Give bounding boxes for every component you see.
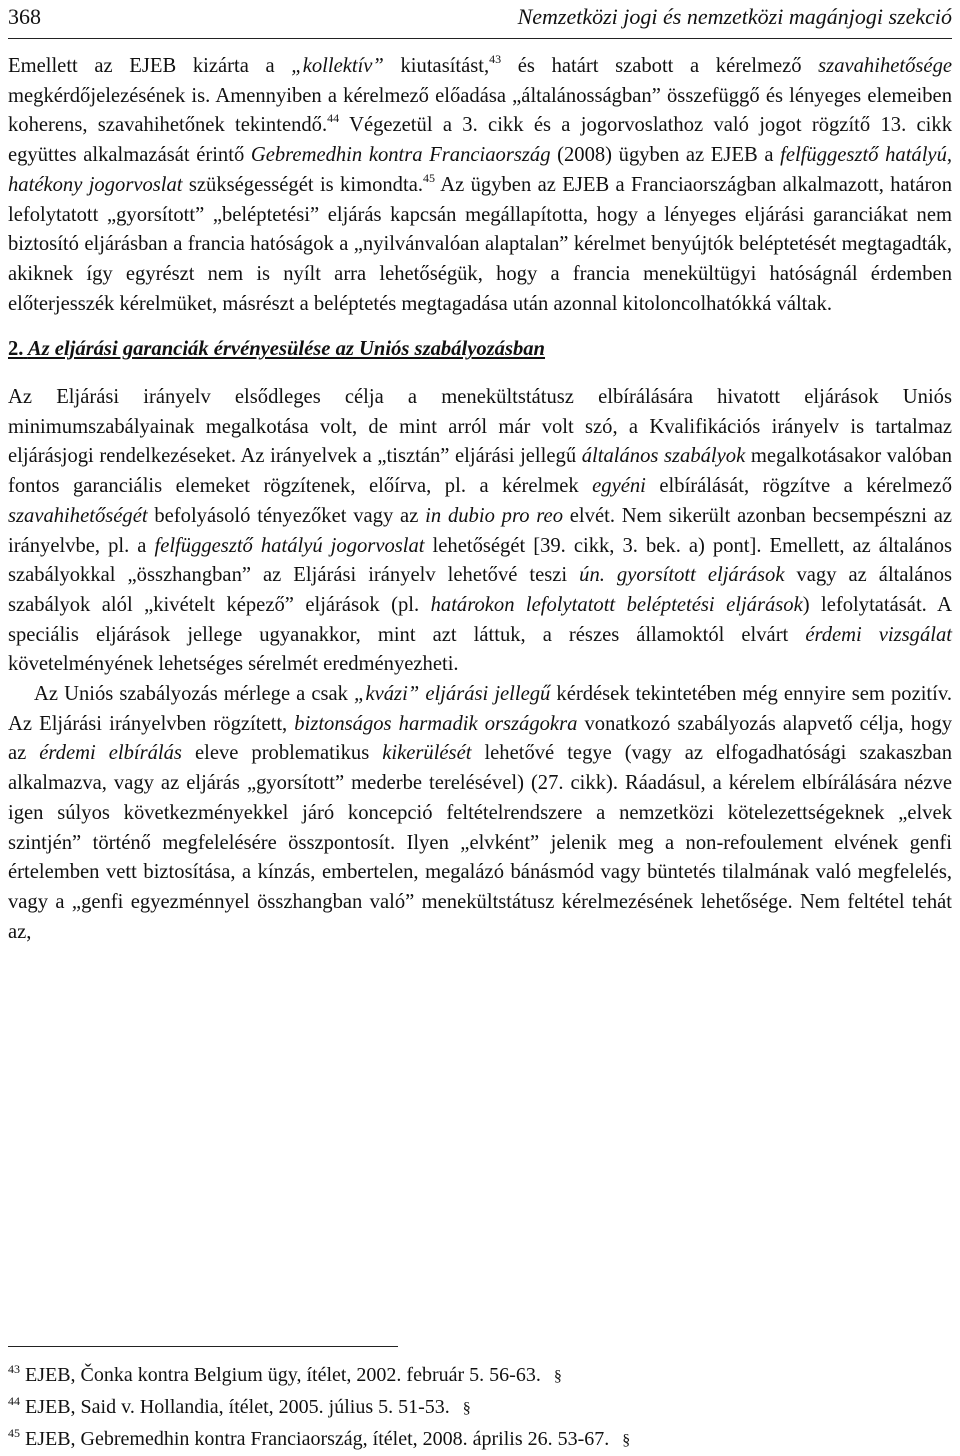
emphasis: felfüggesztő hatályú, hatékony jogorvoslat xyxy=(8,144,953,196)
text-run: eleve problematikus xyxy=(181,742,383,765)
footnote-text: EJEB, Čonka kontra Belgium ügy, ítélet, 2002. február 5. 56-63. xyxy=(20,1364,546,1386)
text-run: (2008) ügyben az EJEB a xyxy=(550,144,781,167)
emphasis: „kvázi” eljárási jellegű xyxy=(354,683,551,706)
emphasis: ún. gyorsított eljárások xyxy=(579,564,785,587)
running-header xyxy=(8,0,952,39)
text-run: követelményének lehetséges sérelmét eredményezheti. xyxy=(8,653,459,676)
footnote-ref-43[interactable]: 43 xyxy=(489,52,502,66)
text-run: befolyásoló tényezőket vagy az xyxy=(147,504,426,527)
running-title: Nemzetközi jogi és nemzetközi magánjogi szekció xyxy=(517,4,952,29)
text-run: lehetőségét [39. cikk, 3. bek. a) pont]. Emellett, az általános szabályokkal „összhangban” az Eljárási irányelv lehetővé teszi xyxy=(8,534,953,587)
footnotes xyxy=(8,1360,952,1456)
emphasis: általános szabályok xyxy=(581,445,746,468)
emphasis: szavahihetőségét xyxy=(8,504,148,527)
footnote-ref-45[interactable]: 45 xyxy=(423,170,435,185)
text-run: szükségességét is kimondta. xyxy=(182,173,423,196)
text-run: kérdések tekintetében még ennyire sem pozitív. Az Eljárási irányelvben rögzített, xyxy=(8,683,952,735)
footnote-ref-44[interactable]: 44 xyxy=(327,111,340,126)
text-run: Az ügyben az EJEB a Franciaországban alkalmazott, határon lefolytatott „gyorsított” „beléptetési” eljárás kapcsán megállapította, hogy a lényeges eljárási garanciákat nem biztosító eljárásban a francia hatóságok a „nyilvánvalóan alaptalan” kérelmet benyújtók beléptetését megtagadták, akiknek így egyrészt nem is nyílt arra lehetőségük, hogy a francia menekültügyi hatóságnál érdemben előterjesszék kérelmüket, másrészt a beléptetés megtagadása után azonnal kitoloncolhatókká váltak. xyxy=(8,173,952,315)
paragraph-3 xyxy=(8,680,952,947)
paragraph-2 xyxy=(8,383,952,680)
emphasis: in dubio pro reo xyxy=(425,504,563,527)
footnote-45 xyxy=(8,1424,952,1456)
text-run: vonatkozó szabályozás alapvető célja, hogy az xyxy=(8,712,952,765)
emphasis: biztonságos harmadik országokra xyxy=(294,712,578,735)
section-title: Az eljárási garanciák érvényesülése az Uniós szabályozásban xyxy=(27,338,546,361)
footnote-43 xyxy=(8,1360,952,1392)
section-number: 2. xyxy=(8,338,24,361)
page-number: 368 xyxy=(8,4,41,29)
footnote-44 xyxy=(8,1392,952,1424)
paragraph-1 xyxy=(8,52,952,319)
footnote-number: 43 xyxy=(8,1362,20,1376)
section-anchor-icon[interactable]: § xyxy=(462,1400,471,1417)
text-run: kiutasítást, xyxy=(383,55,490,77)
text-run: ) lefolytatását. A speciális eljárások jellege ugyanakkor, mint azt láttuk, a részes államoktól elvárt xyxy=(8,593,952,646)
text-run: Emellett az EJEB kizárta a xyxy=(8,55,292,77)
text-run: Az Uniós szabályozás mérlege a csak xyxy=(34,683,355,706)
section-anchor-icon[interactable]: § xyxy=(553,1368,562,1385)
footnote-number: 45 xyxy=(8,1426,20,1440)
section-anchor-icon[interactable]: § xyxy=(622,1432,631,1449)
footnote-text: EJEB, Said v. Hollandia, ítélet, 2005. július 5. 51-53. xyxy=(20,1396,455,1418)
emphasis: kikerülését xyxy=(382,742,472,765)
emphasis: érdemi vizsgálat xyxy=(805,623,952,646)
emphasis: határokon lefolytatott beléptetési eljárások xyxy=(430,593,803,616)
emphasis: „kollektív” xyxy=(291,55,384,77)
emphasis: érdemi elbírálás xyxy=(39,742,182,765)
footnote-number: 44 xyxy=(8,1394,20,1408)
text-run: vagy az általános szabályok alól „kivételt képező” eljárások (pl. xyxy=(8,564,953,616)
text-run: Végezetül a 3. cikk és a jogorvoslathoz való jogot rögzítő 13. cikk együttes alkalmazását érintő xyxy=(8,114,953,167)
section-heading xyxy=(8,335,952,365)
text-run: és határt szabott a kérelmező xyxy=(501,55,819,77)
text-run: elbírálását, rögzítve a kérelmező xyxy=(645,475,952,498)
emphasis: Gebremedhin kontra Franciaország xyxy=(250,144,551,167)
emphasis: egyéni xyxy=(592,475,646,498)
footnote-separator xyxy=(8,1346,398,1347)
body-text xyxy=(8,52,952,947)
text-run: megkérdőjelezésének is. Amennyiben a kérelmező előadása „általánosságban” összefüggő és lényeges elemeiben koherens, szavahihetőnek tekintendő. xyxy=(8,84,952,137)
emphasis: felfüggesztő hatályú jogorvoslat xyxy=(154,534,425,557)
text-run: elvét. Nem sikerült azonban becsempészni az irányelvbe, pl. a xyxy=(8,504,953,557)
text-run: lehetővé tegye (vagy az elfogadhatósági szakaszban alkalmazva, vagy az eljárás „gyorsított” mederbe terelésével) (27. cikk). Ráadásul, a kérelem elbírálására nézve igen súlyos következményekkel járó koncepció feltételrendszere a nemzetközi kötelezettségeknek „elvek szintjén” történő megfelelésére összpontosít. Ilyen „elvként” jelenik meg a non-refoulement elvének genfi értelemben vett biztosítása, a kínzás, embertelen, megalázó bánásmód vagy büntetés tilalmának való megfelelés, vagy a „genfi egyezménnyel összhangban való” menekültstátusz kérelmezésének lehetősége. Nem feltétel tehát az, xyxy=(8,742,952,943)
text-run: megalkotásakor valóban fontos garanciális elemeket rögzítenek, előírva, pl. a kérelmek xyxy=(8,445,953,498)
text-run: Az Eljárási irányelv elsődleges célja a menekültstátusz elbírálására hivatott eljárások Uniós minimumszabályainak megalkotása volt, de mint arról már volt szó, a Kvalifikációs irányelv is tartalmaz eljárásjogi rendelkezéseket. Az irányelvek a „tisztán” eljárási jellegű xyxy=(8,386,952,468)
emphasis: szavahihetősége xyxy=(818,55,953,77)
footnote-text: EJEB, Gebremedhin kontra Franciaország, ítélet, 2008. április 26. 53-67. xyxy=(20,1428,615,1450)
